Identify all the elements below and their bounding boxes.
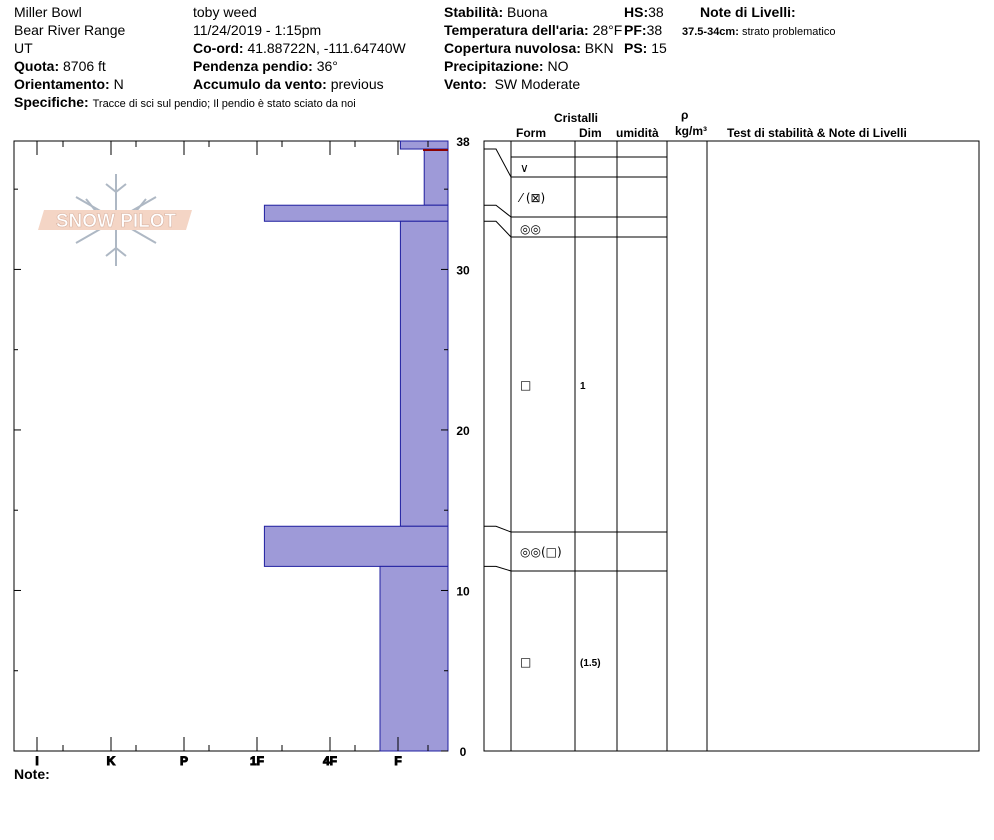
layer-form-5: □ [520,655,532,669]
density-rho: ρ [681,108,689,122]
layer-size-5: (1.5) [580,658,601,669]
wind-label: Vento: [444,76,487,92]
pf-label: PF: [624,22,647,38]
hs-value: 38 [648,4,664,20]
aspect-value: N [113,76,124,92]
pf-value: 38 [646,22,663,38]
snowpilot-logo [38,174,192,266]
hardness-label-I: I [35,754,39,768]
ps-value: 15 [651,40,667,56]
hardness-bar-0 [400,141,448,149]
hardness-label-K: K [106,754,116,768]
coord-label: Co-ord: [193,40,244,56]
cloud-value: BKN [584,40,614,56]
observer: toby weed [193,4,257,20]
layer-note-text: strato problematico [741,26,836,38]
moisture-header: umidità [616,126,659,140]
layer-connector-4 [484,566,511,571]
layer-note-depth: 37.5-34cm: [682,26,739,38]
elevation-label: Quota: [14,58,60,74]
depth-label-20: 20 [456,423,470,438]
hardness-label-F: F [394,754,402,768]
layer-form-4: ◎◎(□) [520,545,562,559]
hardness-bar-5 [380,566,448,751]
logo-text: SNOW PILOT [55,211,177,232]
air-temp-value: 28°F [592,22,623,38]
stability-label: Stabilità: [444,4,504,20]
layer-notes-title: Note di Livelli: [700,4,796,20]
depth-label-0: 0 [459,745,467,759]
depth-label-10: 10 [456,584,470,599]
precip-value: NO [547,58,569,74]
density-unit: kg/m³ [675,124,708,138]
layer-connector-2 [484,221,511,237]
slope-label: Pendenza pendio: [193,58,313,74]
hardness-bar-4 [264,526,448,566]
coord-value: 41.88722N, -111.64740W [247,40,406,56]
tests-header: Test di stabilità & Note di Livelli [727,126,907,140]
hardness-label-1F: 1F [249,754,265,768]
layer-connector-1 [484,205,511,217]
ps-label: PS: [624,40,648,56]
stability-value: Buona [507,4,548,20]
crystals-header: Cristalli [554,111,599,125]
elevation-value: 8706 ft [63,58,106,74]
hardness-bar-1 [424,149,448,205]
precip-label: Precipitazione: [444,58,544,74]
layer-form-1: ⁄ (⊠) [520,191,546,205]
layer-connector-3 [484,526,511,532]
depth-label-30: 30 [456,263,470,278]
layer-size-3: 1 [580,381,586,392]
slope-value: 36° [316,58,338,74]
hardness-label-P: P [179,754,189,768]
form-header: Form [516,126,546,140]
datetime: 11/24/2019 - 1:15pm [193,22,322,38]
size-header: Dim [579,126,602,140]
wind-loading-label: Accumulo da vento: [193,76,327,92]
location: Miller Bowl [14,4,82,20]
layer-table-frame [484,141,979,751]
aspect-label: Orientamento: [14,76,110,92]
layer-form-2: ◎◎ [520,222,541,236]
wind-value: SW Moderate [494,76,581,92]
cloud-label: Copertura nuvolosa: [444,40,581,56]
notes-label: Note: [14,766,50,782]
layer-form-0: ∨ [520,161,529,175]
layer-connector-0 [484,149,511,177]
specifics-label: Specifiche: [14,94,89,110]
layer-form-3: □ [520,378,532,392]
range: Bear River Range [14,22,126,38]
specifics-value: Tracce di sci sul pendio; Il pendio è stato sciato da noi [92,98,356,110]
hardness-label-4F: 4F [322,754,338,768]
wind-loading-value: previous [330,76,384,92]
hardness-bar-3 [400,221,448,526]
state: UT [14,40,33,56]
air-temp-label: Temperatura dell'aria: [444,22,589,38]
depth-label-38: 38 [456,135,470,149]
hardness-bar-2 [264,205,448,221]
hs-label: HS: [624,4,649,20]
